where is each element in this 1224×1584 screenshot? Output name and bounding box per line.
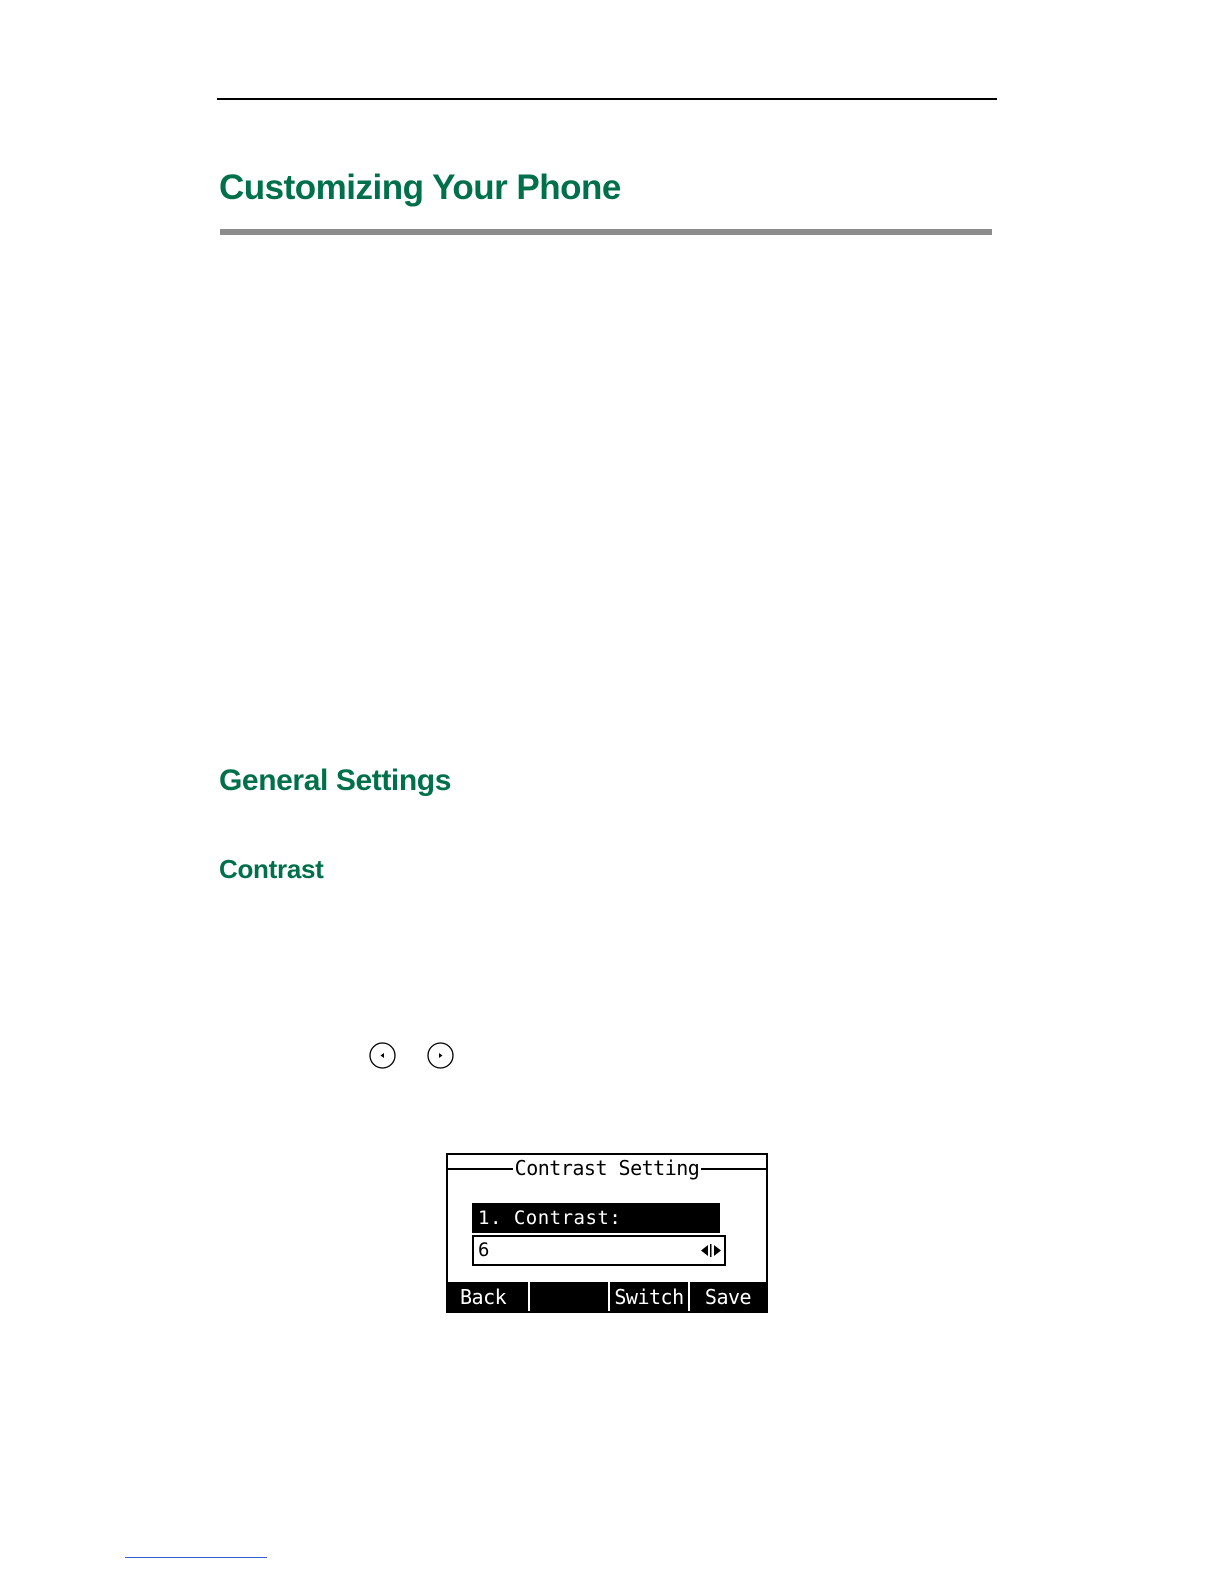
- header-rule: [217, 98, 997, 100]
- lcd-title: Contrast Setting: [514, 1156, 700, 1180]
- softkey-switch[interactable]: Switch: [608, 1282, 688, 1311]
- softkey-blank: [528, 1282, 608, 1311]
- lcd-title-wrap: [448, 1155, 766, 1181]
- right-navigation-key-icon: [427, 1042, 454, 1069]
- lcd-item-value: 6: [478, 1239, 490, 1261]
- softkey-back[interactable]: Back: [460, 1285, 507, 1309]
- softkey-bar: [448, 1282, 766, 1311]
- lcd-item-label: 1. Contrast:: [472, 1203, 720, 1233]
- footer-link-underline: [125, 1557, 267, 1558]
- left-right-arrows-icon: [700, 1243, 722, 1258]
- section-title-general-settings: General Settings: [219, 764, 452, 797]
- chapter-title-underline: [220, 229, 992, 235]
- softkey-save[interactable]: Save: [688, 1282, 766, 1311]
- subsection-title-contrast: Contrast: [219, 854, 324, 884]
- chapter-title: Customizing Your Phone: [219, 168, 621, 207]
- phone-lcd-screen: [446, 1153, 768, 1313]
- lcd-item-value-field[interactable]: [472, 1235, 726, 1266]
- left-navigation-key-icon: [369, 1042, 396, 1069]
